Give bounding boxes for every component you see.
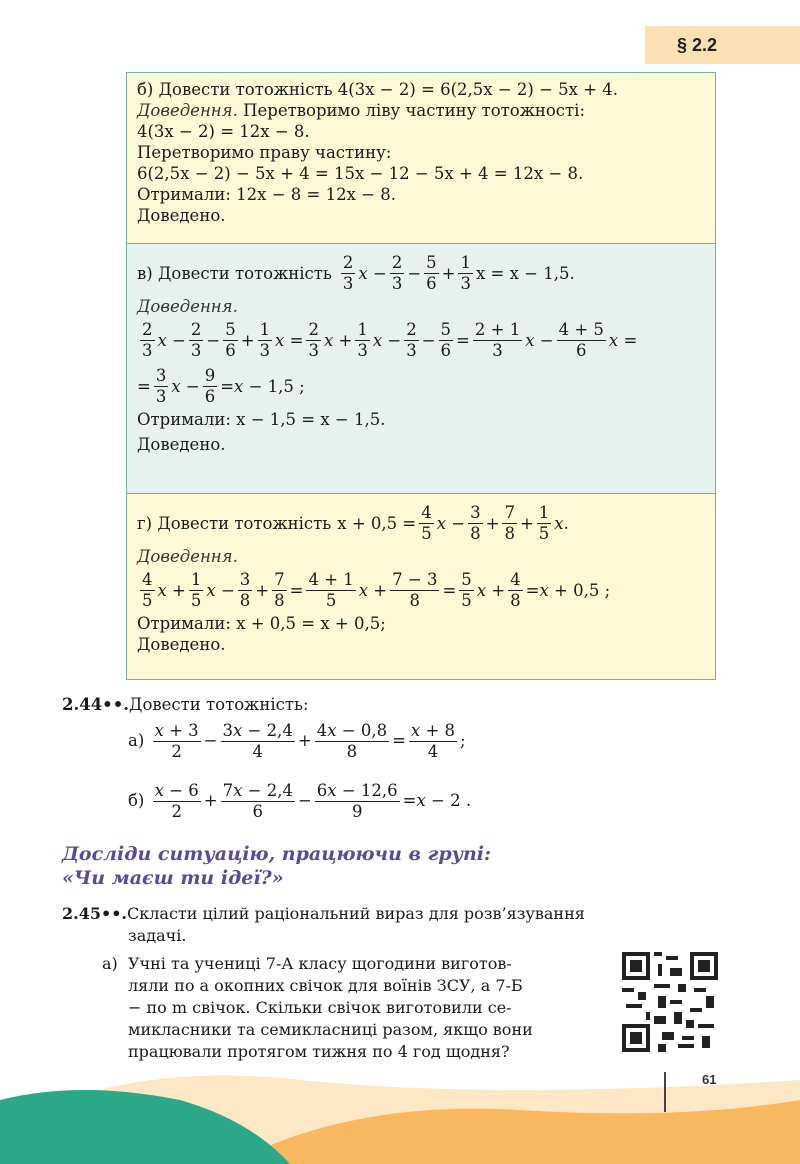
section-tab: § 2.2: [645, 26, 800, 64]
math-line-2: = $\frac{3}{3}$ x − $\frac{9}{6}$ = x − 1,5 ;: [137, 365, 305, 406]
proof-box-g: г) Довести тотожність x + 0,5 = $\frac{4}{5}$ x − $\frac{3}{8}$ + $\frac{7}{8}$ + $\frac{1}{5}$ x . Доведення. $\frac{4}{5}$ x + $\frac{1}{5}$ x − $\frac{3}{8}$ + $\frac{7}{8}$ = $\frac{4 + 1}{5}$ x + $\frac{7 - 3}{8}$ = $\frac{5}{5}$ x + $\frac{4}{8}$ = x + 0,5 ; Отримали: x + 0,5 = x + 0,5; Доведено.: [126, 494, 716, 680]
task-v: в) Довести тотожність $\frac{2}{3}$ x − $\frac{2}{3}$ − $\frac{5}{6}$ + $\frac{1}{3}$ x = x − 1,5.: [137, 252, 575, 293]
page-number: 61: [702, 1072, 717, 1087]
proof-label: Доведення.: [137, 547, 238, 566]
task-g: г) Довести тотожність x + 0,5 = $\frac{4}{5}$ x − $\frac{3}{8}$ + $\frac{7}{8}$ + $\frac{1}{5}$ x .: [137, 502, 569, 543]
page-divider: [664, 1072, 666, 1112]
math-line-1: $\frac{2}{3}$ x − $\frac{2}{3}$ − $\frac{5}{6}$ + $\frac{1}{3}$ x = $\frac{2}{3}$ x + $\frac{1}{3}$ x − $\frac{2}{3}$ − $\frac{5}{6}$ = $\frac{2 + 1}{3}$ x − $\frac{4 + 5}{6}$ x =: [142, 319, 638, 360]
decorative-waves: [0, 1060, 800, 1164]
proof-box-v: в) Довести тотожність $\frac{2}{3}$ x − $\frac{2}{3}$ − $\frac{5}{6}$ + $\frac{1}{3}$ x = x − 1,5. Доведення. $\frac{2}{3}$ x − $\frac{2}{3}$ − $\frac{5}{6}$ + $\frac{1}{3}$ x = $\frac{2}{3}$ x + $\frac{1}{3}$ x − $\frac{2}{3}$ − $\frac{5}{6}$ = $\frac{2 + 1}{3}$ x − $\frac{4 + 5}{6}$ x = = $\frac{3}{3}$ x − $\frac{9}{6}$ = x − 1,5 ; Отримали: x − 1,5 = x − 1,5. Доведено.: [126, 244, 716, 494]
group-heading: Досліди ситуацію, працюючи в групі: «Чи маєш ти ідеї?»: [62, 843, 492, 889]
exercise-2-44-a: а) $\frac{x + 3}{2}$ − $\frac{3x - 2,4}{4}$ + $\frac{4x - 0,8}{8}$ = $\frac{x + 8}{4}$ ;: [128, 720, 466, 761]
exercise-2-45-a: а) Учні та учениці 7-А класу щогодини виготов- ляли по a окопних свічок для воїнів ЗСУ, а 7-Б − по m свічок. Скільки свічок виготовили се- микласники та семикласниці разом, якщо вони працювали протягом тижня по 4 год щодня?: [102, 954, 533, 1061]
exercise-2-45: 2.45••.Скласти цілий раціональний вираз для розв’язування задачі.: [62, 904, 585, 945]
proof-label: Доведення.: [137, 101, 238, 120]
proof-label: Доведення.: [137, 297, 238, 316]
task-b: б) Довести тотожність 4(3x − 2) = 6(2,5x − 2) − 5x + 4.: [137, 80, 619, 99]
exercise-2-44-b: б) $\frac{x - 6}{2}$ + $\frac{7x - 2,4}{6}$ − $\frac{6x - 12,6}{9}$ = x − 2 .: [128, 780, 472, 821]
math-line-g: $\frac{4}{5}$ x + $\frac{1}{5}$ x − $\frac{3}{8}$ + $\frac{7}{8}$ = $\frac{4 + 1}{5}$ x + $\frac{7 - 3}{8}$ = $\frac{5}{5}$ x + $\frac{4}{8}$ = x + 0,5 ;: [142, 569, 611, 610]
proof-box-b: б) Довести тотожність 4(3x − 2) = 6(2,5x − 2) − 5x + 4. Доведення. Перетворимо ліву частину тотожності: 4(3x − 2) = 12x − 8. Перетворимо праву частину: 6(2,5x − 2) − 5x + 4 = 15x − 12 − 5x + 4 = 12x − 8. Отримали: 12x − 8 = 12x − 8. Доведено.: [126, 72, 716, 244]
exercise-2-44: 2.44••.Довести тотожність:: [62, 695, 309, 714]
qr-code[interactable]: [622, 952, 718, 1052]
